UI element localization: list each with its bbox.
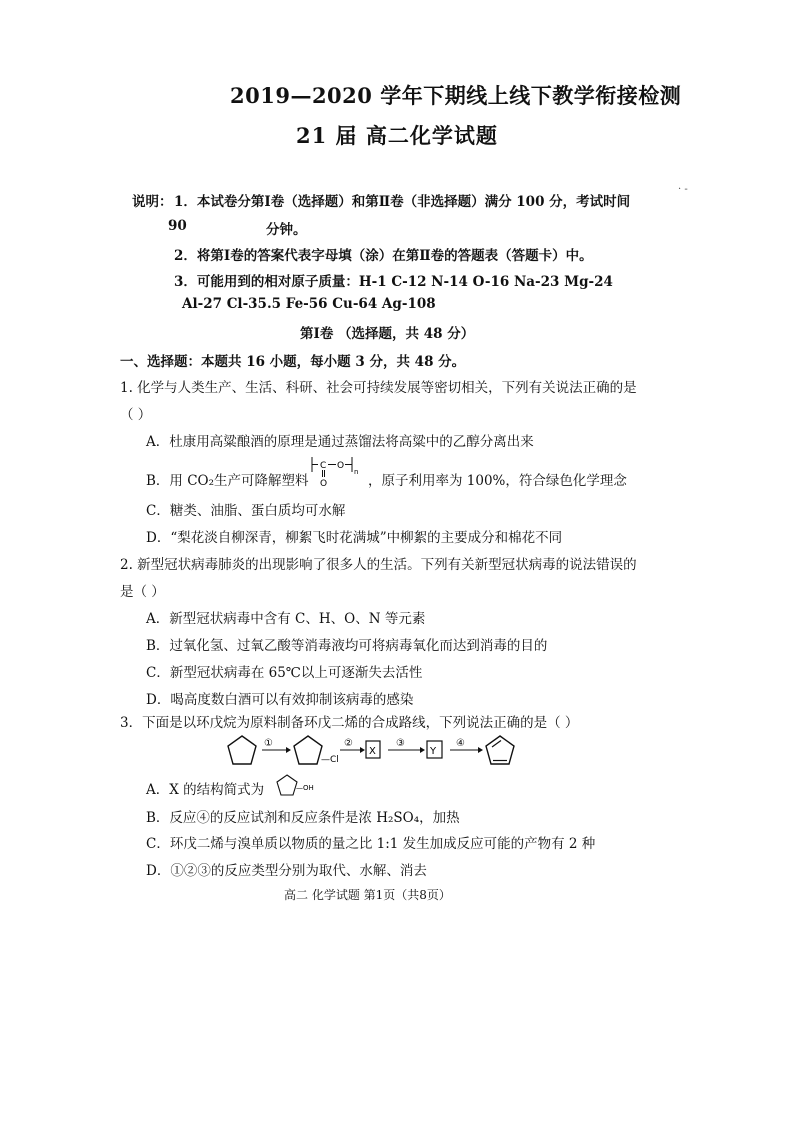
q1-answer-paren: （ ） — [120, 407, 152, 423]
section-intro: 一、选择题：本题共 16 小题，每小题 3 分，共 48 分。 — [120, 354, 466, 370]
q1-option-a: A．杜康用高粱酿酒的原理是通过蒸馏法将高粱中的乙醇分离出来 — [146, 434, 534, 450]
cyclopentanol-structure — [276, 773, 326, 799]
chlorocyclopentane-ring — [294, 736, 322, 764]
polymer-double-bond-o: O — [320, 479, 328, 488]
polymer-o-atom: O — [337, 461, 345, 471]
q1-stem: 1. 化学与人类生产、生活、科研、社会可持续发展等密切相关，下列有关说法正确的是 — [120, 380, 637, 396]
cyclopentadiene-ring — [486, 736, 514, 764]
polymer-c-atom: C — [320, 461, 327, 471]
route-step-4-label: ④ — [456, 738, 465, 749]
q2-option-b: B．过氧化氢、过氧乙酸等消毒液均可将病毒氧化而达到消毒的目的 — [146, 638, 548, 654]
q1-option-d: D．“梨花淡自柳深青，柳絮飞时花满城”中柳絮的主要成分和棉花不同 — [146, 530, 563, 546]
q1-option-b-pre: B．用 CO₂生产可降解塑料 — [146, 473, 309, 489]
section-heading: 第Ⅰ卷 （选择题，共 48 分） — [300, 326, 475, 342]
polymer-n: n — [354, 468, 359, 476]
q1-option-b-post: ，原子利用率为 100%，符合绿色化学理念 — [368, 473, 627, 489]
exam-title: 2019—2020 学年下期线上线下教学衔接检测 — [230, 83, 682, 108]
q3-option-d: D．①②③的反应类型分别为取代、水解、消去 — [146, 863, 427, 879]
route-step-2-label: ② — [344, 738, 353, 749]
q3-option-b: B．反应④的反应试剂和反应条件是浓 H₂SO₄，加热 — [146, 810, 460, 826]
q2-option-d: D．喝高度数白酒可以有效抑制该病毒的感染 — [146, 692, 414, 708]
route-step-1-label: ① — [264, 738, 273, 749]
exam-subtitle: 21 届 高二化学试题 — [296, 123, 498, 148]
note-2: 2．将第Ⅰ卷的答案代表字母填（涂）在第Ⅱ卷的答题表（答题卡）中。 — [174, 248, 593, 264]
note-1-end: 分钟。 — [266, 222, 307, 238]
q3-stem: 3．下面是以环戊烷为原料制备环戊二烯的合成路线，下列说法正确的是（ ） — [120, 715, 579, 731]
note-3: 3．可能用到的相对原子质量：H-1 C-12 N-14 O-16 Na-23 Mg-24 — [174, 274, 613, 290]
note-1-minutes: 90 — [168, 218, 187, 234]
notes-label: 说明： — [132, 194, 173, 210]
chloro-substituent: —Cl — [321, 755, 339, 765]
q2-option-a: A．新型冠状病毒中含有 C、H、O、N 等元素 — [146, 611, 426, 627]
note-3-cont: Al-27 Cl-35.5 Fe-56 Cu-64 Ag-108 — [182, 296, 436, 312]
q2-stem: 2. 新型冠状病毒肺炎的出现影响了很多人的生活。下列有关新型冠状病毒的说法错误的 — [120, 557, 637, 573]
note-1: 1．本试卷分第Ⅰ卷（选择题）和第Ⅱ卷（非选择题）满分 100 分，考试时间 — [174, 194, 631, 210]
q2-stem-cont: 是（ ） — [120, 584, 165, 600]
page-footer: 高二 化学试题 第1页（共8页） — [284, 888, 451, 902]
intermediate-x: X — [369, 746, 376, 757]
q3-option-a-pre: A．X 的结构简式为 — [146, 782, 265, 798]
hydroxyl-group: —OH — [296, 784, 314, 792]
polymer-structure-diagram — [308, 454, 368, 488]
route-step-3-label: ③ — [396, 738, 405, 749]
q3-option-c: C．环戊二烯与溴单质以物质的量之比 1:1 发生加成反应可能的产物有 2 种 — [146, 836, 596, 852]
cyclopentane-ring — [228, 736, 256, 764]
q1-option-c: C．糖类、油脂、蛋白质均可水解 — [146, 503, 346, 519]
scan-speck: · - — [678, 184, 688, 195]
intermediate-y: Y — [430, 746, 437, 757]
synthesis-route-diagram — [220, 732, 530, 772]
q2-option-c: C．新型冠状病毒在 65℃以上可逐渐失去活性 — [146, 665, 423, 681]
